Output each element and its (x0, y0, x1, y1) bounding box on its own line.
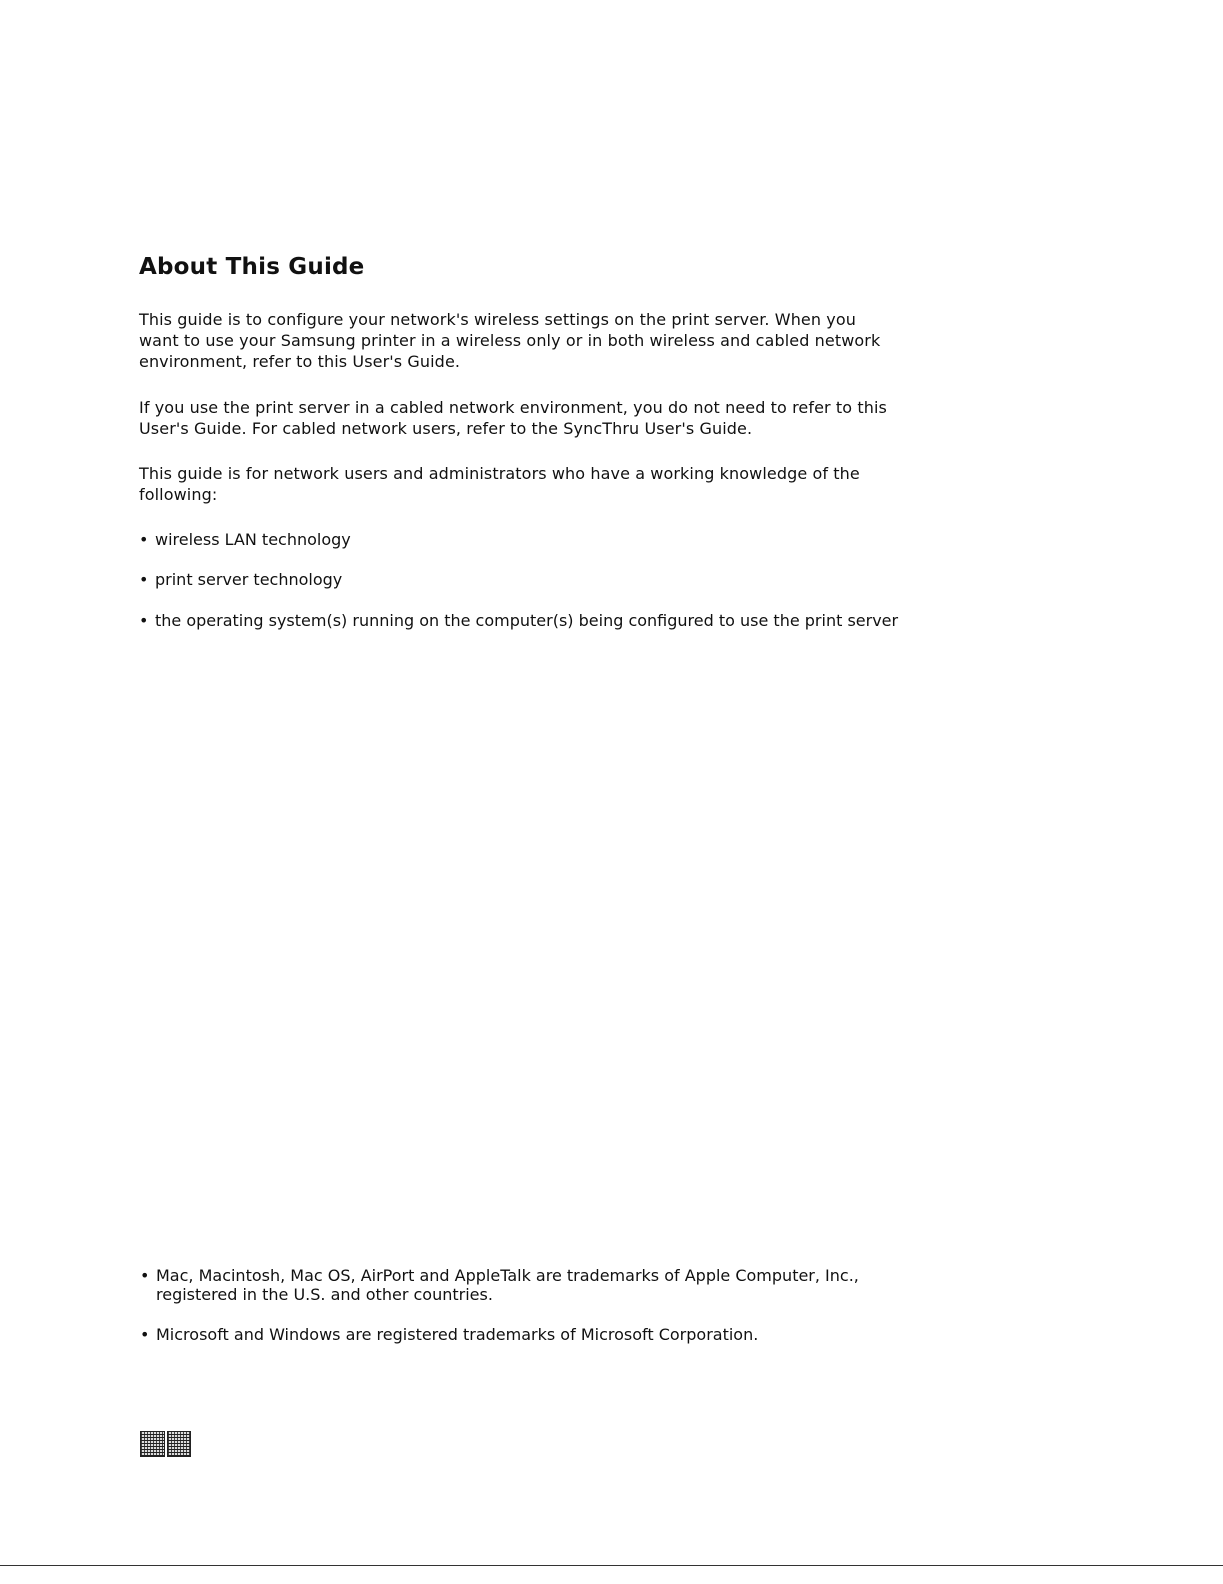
list-item (139, 570, 899, 589)
bullet-icon: • (139, 530, 149, 549)
trademark-text: Microsoft and Windows are registered trademarks of Microsoft Corporation. (156, 1325, 759, 1344)
logo-block-left (140, 1431, 165, 1457)
bullet-icon: • (140, 1325, 150, 1344)
page-bottom-rule (0, 1565, 1223, 1566)
page-title: About This Guide (139, 254, 365, 280)
bullet-icon: • (139, 570, 149, 589)
cabled-network-paragraph: If you use the print server in a cabled network environment, you do not need to refer to this User's Guide. For cabled network users, refer to the SyncThru User's Guide. (139, 398, 887, 438)
printed-logo-mark-icon (140, 1431, 191, 1457)
logo-block-right (167, 1431, 192, 1457)
bullet-icon: • (140, 1266, 150, 1285)
trademark-notice (140, 1266, 900, 1304)
trademark-notice (140, 1325, 900, 1344)
list-item-text: print server technology (155, 570, 343, 589)
list-item (139, 530, 899, 549)
trademark-text: Mac, Macintosh, Mac OS, AirPort and AppleTalk are trademarks of Apple Computer, Inc., registered in the U.S. and other countries. (156, 1266, 859, 1304)
audience-paragraph: This guide is for network users and administrators who have a working knowledge of the following: (139, 464, 860, 504)
bullet-icon: • (139, 611, 149, 630)
list-item (139, 611, 899, 630)
list-item-text: wireless LAN technology (155, 530, 351, 549)
list-item-text: the operating system(s) running on the computer(s) being configured to use the print server (155, 611, 899, 630)
intro-paragraph: This guide is to configure your network's wireless settings on the print server. When you want to use your Samsung printer in a wireless only or in both wireless and cabled network environment, refer to this User's Guide. (139, 310, 881, 371)
